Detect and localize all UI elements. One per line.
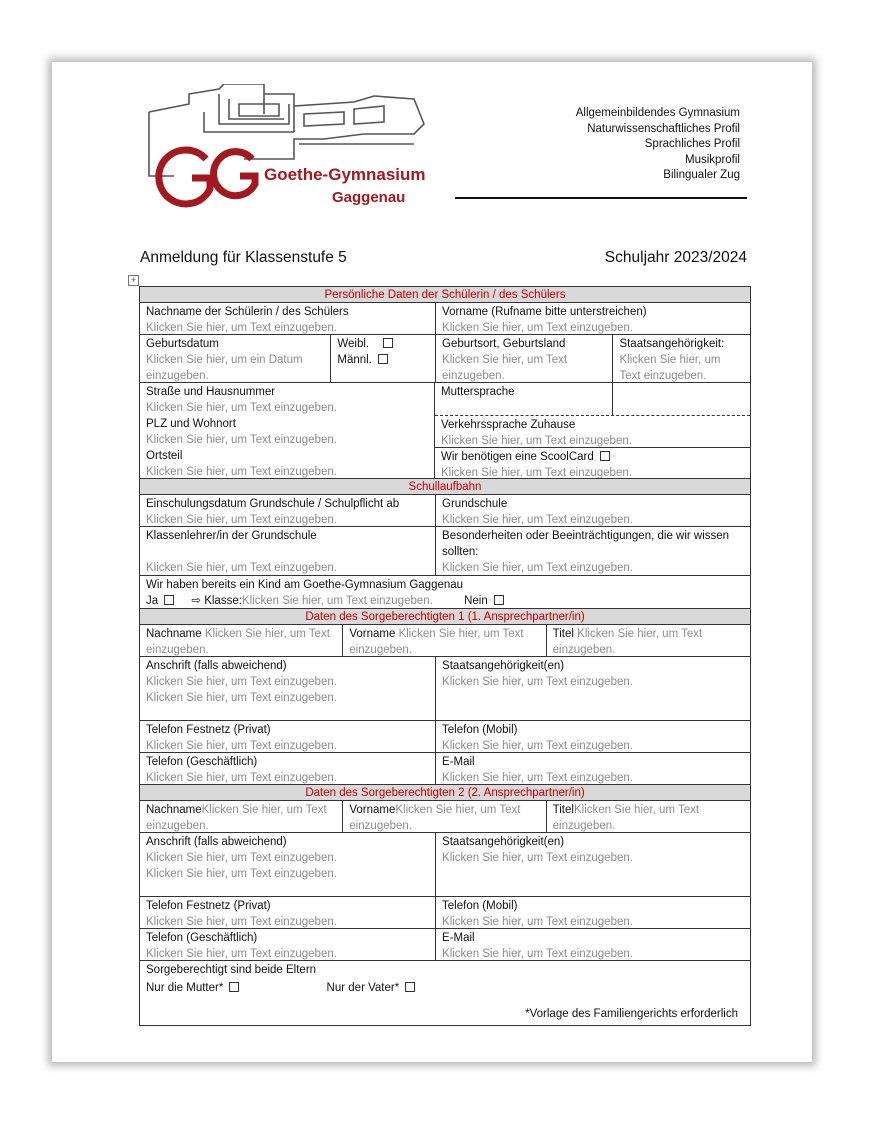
school-year: Schuljahr 2023/2024 (604, 249, 747, 266)
section-header-student: Persönliche Daten der Schülerin / des Schülers (140, 287, 750, 303)
nationality-cell[interactable]: Staatsangehörigkeit: Klicken Sie hier, um Text einzugeben. (613, 335, 750, 382)
placeholder[interactable]: Klicken Sie hier, um Text einzugeben. (442, 948, 633, 960)
placeholder[interactable]: Klicken Sie hier, um Text einzugeben. (442, 354, 568, 382)
g2-title-cell[interactable]: TitelKlicken Sie hier, um Text einzugeben. (552, 804, 700, 832)
placeholder[interactable]: Klicken Sie hier, um Text einzugeben. (442, 772, 633, 784)
gender-cell: Weibl. Männl. (331, 335, 436, 382)
g1-phone-home-cell[interactable]: Telefon Festnetz (Privat) Klicken Sie hier, um Text einzugeben. (140, 721, 436, 752)
placeholder[interactable]: Klicken Sie hier, um Text einzugeben. (146, 466, 337, 478)
profile-item: Musikprofil (685, 153, 740, 166)
teacher-cell[interactable]: Klassenlehrer/in der Grundschule Klicken Sie hier, um Text einzugeben. (140, 527, 436, 575)
placeholder[interactable]: Klicken Sie hier, um Text einzugeben. (349, 628, 524, 656)
g1-phone-mobile-cell[interactable]: Telefon (Mobil) Klicken Sie hier, um Text einzugeben. (436, 721, 750, 752)
profile-item: Naturwissenschaftliches Profil (587, 122, 740, 135)
profile-item: Allgemeinbildendes Gymnasium (575, 107, 740, 119)
placeholder[interactable]: Klicken Sie hier, um Text einzugeben. (146, 434, 337, 446)
scoolcard-cell: Wir benötigen eine ScoolCard Klicken Sie hier, um Text einzugeben. (435, 447, 750, 478)
address-cell: Straße und Hausnummer Klicken Sie hier, um Text einzugeben. PLZ und Wohnort Klicken Sie hier, um Text einzugeben. Ortsteil Klicken Sie hier, um Text einzugeben. (140, 383, 435, 478)
g1-firstname-cell[interactable]: Vorname Klicken Sie hier, um Text einzugeben. (343, 625, 546, 656)
form-title: Anmeldung für Klassenstufe 5 (140, 249, 347, 266)
sibling-cell: Wir haben bereits ein Kind am Goethe-Gymnasium Gaggenau Ja ⇨ Klasse:Klicken Sie hier, um Text einzugeben. Nein (140, 576, 750, 608)
g1-title-cell[interactable]: Titel Klicken Sie hier, um Text einzugeben. (552, 628, 703, 656)
school-name-line2: Gaggenau (332, 189, 406, 206)
placeholder[interactable]: Klicken Sie hier, um Text einzugeben. (146, 772, 337, 784)
placeholder[interactable]: Klicken Sie hier, um Text einzugeben. (146, 868, 337, 880)
father-only-checkbox[interactable] (405, 982, 415, 992)
school-profiles (576, 106, 740, 184)
mother-only-checkbox[interactable] (229, 982, 239, 992)
custody-footnote: *Vorlage des Familiengerichts erforderlich (525, 1008, 738, 1020)
profile-item: Sprachliches Profil (644, 138, 740, 150)
placeholder[interactable]: Klicken Sie hier, um Text einzugeben. (442, 916, 633, 928)
placeholder[interactable]: Klicken Sie hier, um Text einzugeben. (146, 402, 337, 414)
move-handle-icon[interactable]: + (128, 275, 139, 286)
placeholder[interactable]: Klicken Sie hier, um Text einzugeben. (552, 628, 703, 656)
placeholder[interactable]: Klicken Sie hier, um Text einzugeben. (146, 514, 337, 526)
document-page (52, 62, 812, 1062)
placeholder[interactable]: Klicken Sie hier, um Text einzugeben. (442, 514, 633, 526)
placeholder[interactable]: Klicken Sie hier, um Text einzugeben. (442, 322, 633, 334)
placeholder[interactable]: Klicken Sie hier, um Text einzugeben. (146, 852, 337, 864)
enrollment-cell[interactable]: Einschulungsdatum Grundschule / Schulpflicht ab Klicken Sie hier, um Text einzugeben. (140, 495, 436, 526)
section-header-guardian2: Daten des Sorgeberechtigten 2 (2. Ansprechpartner/in) (140, 785, 750, 801)
placeholder[interactable]: Klicken Sie hier, um Text einzugeben. (146, 692, 337, 704)
placeholder[interactable]: Klicken Sie hier, um Text einzugeben. (146, 804, 327, 832)
placeholder[interactable]: Klicken Sie hier, um Text einzugeben. (619, 354, 721, 382)
sibling-no-checkbox[interactable] (494, 595, 504, 605)
male-checkbox[interactable] (378, 354, 388, 364)
section-header-schooling: Schullaufbahn (140, 479, 750, 495)
home-language-cell[interactable]: Verkehrssprache Zuhause Klicken Sie hier, um Text einzugeben. (435, 415, 750, 448)
g1-phone-work-cell[interactable]: Telefon (Geschäftlich) Klicken Sie hier, um Text einzugeben. (140, 753, 436, 784)
g1-address-cell[interactable]: Anschrift (falls abweichend) Klicken Sie hier, um Text einzugeben. Klicken Sie hier, um Text einzugeben. (140, 657, 436, 720)
placeholder[interactable]: Klicken Sie hier, um Text einzugeben. (146, 628, 330, 656)
custody-cell: Sorgeberechtigt sind beide Eltern Nur die Mutter* Nur der Vater* *Vorlage des Familiengerichts erforderlich (140, 961, 750, 1025)
profile-item: Bilingualer Zug (663, 169, 740, 181)
header-divider (455, 197, 747, 199)
female-checkbox[interactable] (383, 338, 393, 348)
registration-form (139, 286, 751, 1026)
student-lastname-cell[interactable]: Nachname der Schülerin / des Schülers Klicken Sie hier, um Text einzugeben. (140, 303, 436, 334)
g1-nationality-cell[interactable]: Staatsangehörigkeit(en) Klicken Sie hier, um Text einzugeben. (436, 657, 750, 720)
placeholder[interactable]: Klicken Sie hier, um Text einzugeben. (442, 562, 633, 574)
g2-address-cell[interactable]: Anschrift (falls abweichend) Klicken Sie hier, um Text einzugeben. Klicken Sie hier, um Text einzugeben. (140, 833, 436, 896)
placeholder[interactable]: Klicken Sie hier, um Text einzugeben. (441, 467, 632, 478)
primary-school-cell[interactable]: Grundschule Klicken Sie hier, um Text einzugeben. (436, 495, 750, 526)
g1-lastname-cell[interactable]: Nachname Klicken Sie hier, um Text einzugeben. (140, 625, 343, 656)
placeholder[interactable]: Klicken Sie hier, um Text einzugeben. (241, 595, 433, 607)
g2-email-cell[interactable]: E-Mail Klicken Sie hier, um Text einzugeben. (436, 929, 750, 960)
placeholder[interactable]: Klicken Sie hier, um Text einzugeben. (349, 804, 521, 832)
g2-nationality-cell[interactable]: Staatsangehörigkeit(en) Klicken Sie hier, um Text einzugeben. (436, 833, 750, 896)
placeholder[interactable]: Klicken Sie hier, um Text einzugeben. (146, 948, 337, 960)
sibling-yes-checkbox[interactable] (164, 595, 174, 605)
student-firstname-cell[interactable]: Vorname (Rufname bitte unterstreichen) Klicken Sie hier, um Text einzugeben. (436, 303, 750, 334)
special-needs-cell[interactable]: Besonderheiten oder Beeinträchtigungen, die wir wissen sollten: Klicken Sie hier, um Text einzugeben. (436, 527, 750, 575)
placeholder[interactable]: Klicken Sie hier, um Text einzugeben. (146, 676, 337, 688)
placeholder[interactable]: Klicken Sie hier, um Text einzugeben. (442, 852, 633, 864)
school-logo (144, 84, 434, 214)
g2-phone-mobile-cell[interactable]: Telefon (Mobil) Klicken Sie hier, um Text einzugeben. (436, 897, 750, 928)
g2-phone-work-cell[interactable]: Telefon (Geschäftlich) Klicken Sie hier, um Text einzugeben. (140, 929, 436, 960)
scoolcard-checkbox[interactable] (600, 451, 610, 461)
g2-lastname-cell[interactable]: NachnameKlicken Sie hier, um Text einzugeben. (140, 801, 343, 832)
placeholder[interactable]: Klicken Sie hier, um Text einzugeben. (552, 804, 700, 832)
placeholder[interactable]: Klicken Sie hier, um Text einzugeben. (441, 434, 632, 447)
arrow-icon: ⇨ (191, 595, 201, 607)
placeholder[interactable]: Klicken Sie hier, um Text einzugeben. (146, 322, 337, 334)
g2-firstname-cell[interactable]: VornameKlicken Sie hier, um Text einzugeben. (343, 801, 546, 832)
mother-tongue-cell[interactable]: Muttersprache (435, 383, 613, 415)
student-birthdate-cell[interactable]: Geburtsdatum Klicken Sie hier, um ein Datum einzugeben. (140, 335, 331, 382)
placeholder[interactable]: Klicken Sie hier, um Text einzugeben. (146, 740, 337, 752)
school-name-line1: Goethe-Gymnasium (264, 165, 426, 184)
placeholder[interactable]: Klicken Sie hier, um Text einzugeben. (146, 916, 337, 928)
g2-phone-home-cell[interactable]: Telefon Festnetz (Privat) Klicken Sie hier, um Text einzugeben. (140, 897, 436, 928)
placeholder[interactable]: Klicken Sie hier, um ein Datum einzugeben. (146, 354, 303, 382)
birthplace-cell[interactable]: Geburtsort, Geburtsland Klicken Sie hier, um Text einzugeben. (436, 335, 613, 382)
placeholder[interactable]: Klicken Sie hier, um Text einzugeben. (442, 676, 633, 688)
section-header-guardian1: Daten des Sorgeberechtigten 1 (1. Ansprechpartner/in) (140, 609, 750, 625)
placeholder[interactable]: Klicken Sie hier, um Text einzugeben. (146, 562, 337, 574)
placeholder[interactable]: Klicken Sie hier, um Text einzugeben. (442, 740, 633, 752)
g1-email-cell[interactable]: E-Mail Klicken Sie hier, um Text einzugeben. (436, 753, 750, 784)
